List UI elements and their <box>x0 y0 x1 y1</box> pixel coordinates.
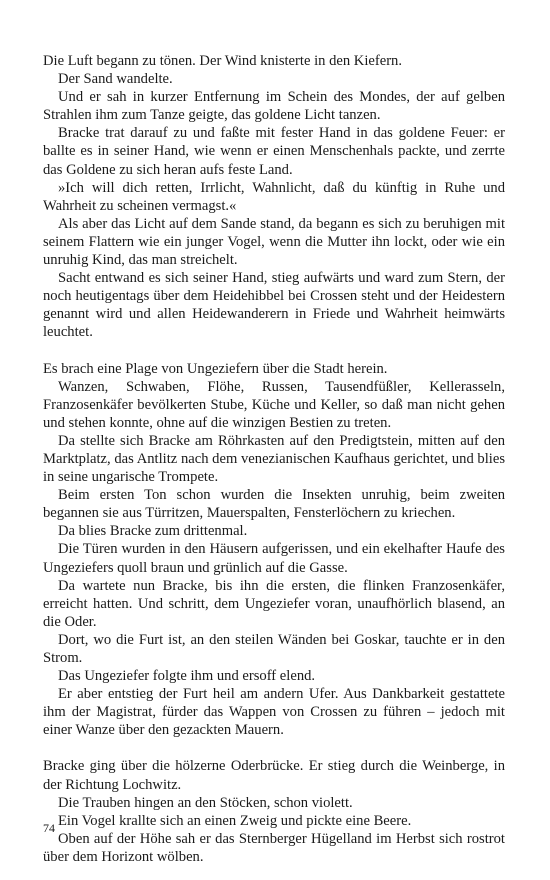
page-number: 74 <box>43 821 55 835</box>
book-page <box>43 52 505 866</box>
paragraph: Der Sand wandelte. <box>58 71 173 88</box>
paragraph: Und er sah in kurzer Entfernung im Schein des Mondes, der auf gelben Strahlen ihm zum Tanze geigte, das goldene Licht tanzen. <box>43 89 505 124</box>
paragraph: Bracke ging über die hölzerne Oderbrücke. Er stieg durch die Weinberge, in der Richtung Lochwitz. <box>43 758 505 793</box>
paragraph: Da wartete nun Bracke, bis ihn die ersten, die flinken Franzosenkäfer, erreicht hatten. Und schritt, dem Ungeziefer voran, unaufhörlich blasend, an die Oder. <box>43 577 505 630</box>
text-section-2 <box>43 360 505 740</box>
paragraph: Es brach eine Plage von Ungeziefern über die Stadt herein. <box>43 360 388 377</box>
paragraph: Da blies Bracke zum drittenmal. <box>58 523 248 540</box>
paragraph: Bracke trat darauf zu und faßte mit fester Hand in das goldene Feuer: er ballte es in seiner Hand, wie wenn er einen Menschenhals packte, und zerrte das Goldene zu sich heran aufs feste Land. <box>43 125 505 178</box>
paragraph: Da stellte sich Bracke am Röhrkasten auf den Predigtstein, mitten auf den Marktplatz, das Antlitz nach dem venezianischen Kaufhaus gerichtet, und blies in seine ungarische Trompete. <box>43 432 505 486</box>
paragraph: Wanzen, Schwaben, Flöhe, Russen, Tausendfüßler, Kellerasseln, Franzosenkäfer bevölkerten Stube, Küche und Keller, so daß man nicht gehen und stehen konnte, ohne auf die winzigen Bestien zu treten. <box>43 378 505 431</box>
paragraph: Das Ungeziefer folgte ihm und ersoff elend. <box>58 668 316 685</box>
paragraph: Oben auf der Höhe sah er das Sternberger Hügelland im Herbst sich rostrot über dem Horizont wölben. <box>43 830 505 865</box>
paragraph: Die Trauben hingen an den Stöcken, schon violett. <box>58 794 353 811</box>
paragraph: »Ich will dich retten, Irrlicht, Wahnlicht, daß du künftig in Ruhe und Wahrheit zu scheinen vermagst.« <box>43 179 505 214</box>
paragraph: Die Luft begann zu tönen. Der Wind knisterte in den Kiefern. <box>43 53 403 69</box>
text-section-3 <box>43 757 505 866</box>
paragraph: Die Türen wurden in den Häusern aufgerissen, und ein ekelhafter Haufe des Ungeziefers quoll braun und grünlich auf die Gasse. <box>43 541 505 576</box>
text-section-1 <box>43 52 505 342</box>
paragraph: Sacht entwand es sich seiner Hand, stieg aufwärts und ward zum Stern, der noch heutigentags über dem Heidehibbel bei Crossen steht und der Heidestern genannt wird und allen Heidewanderern in Friede und Wahrheit heimwärts leuchtet. <box>43 270 505 341</box>
paragraph: Dort, wo die Furt ist, an den steilen Wänden bei Goskar, tauchte er in den Strom. <box>43 631 505 666</box>
paragraph: Als aber das Licht auf dem Sande stand, da begann es sich zu beruhigen mit seinem Flattern wie ein junger Vogel, wenn die Mutter ihn lockt, oder wie ein unruhig Kind, das man streichelt. <box>43 215 505 269</box>
paragraph: Ein Vogel krallte sich an einen Zweig und pickte eine Beere. <box>58 812 412 829</box>
paragraph: Er aber entstieg der Furt heil am andern Ufer. Aus Dankbarkeit gestattete ihm der Magistrat, fürder das Wappen von Crossen zu führen – jedoch mit einer Wanze über den gezackten Mauern. <box>43 686 505 739</box>
paragraph: Beim ersten Ton schon wurden die Insekten unruhig, beim zweiten begannen sie aus Türritzen, Mauerspalten, Fensterlöchern zu kriechen. <box>43 487 505 522</box>
